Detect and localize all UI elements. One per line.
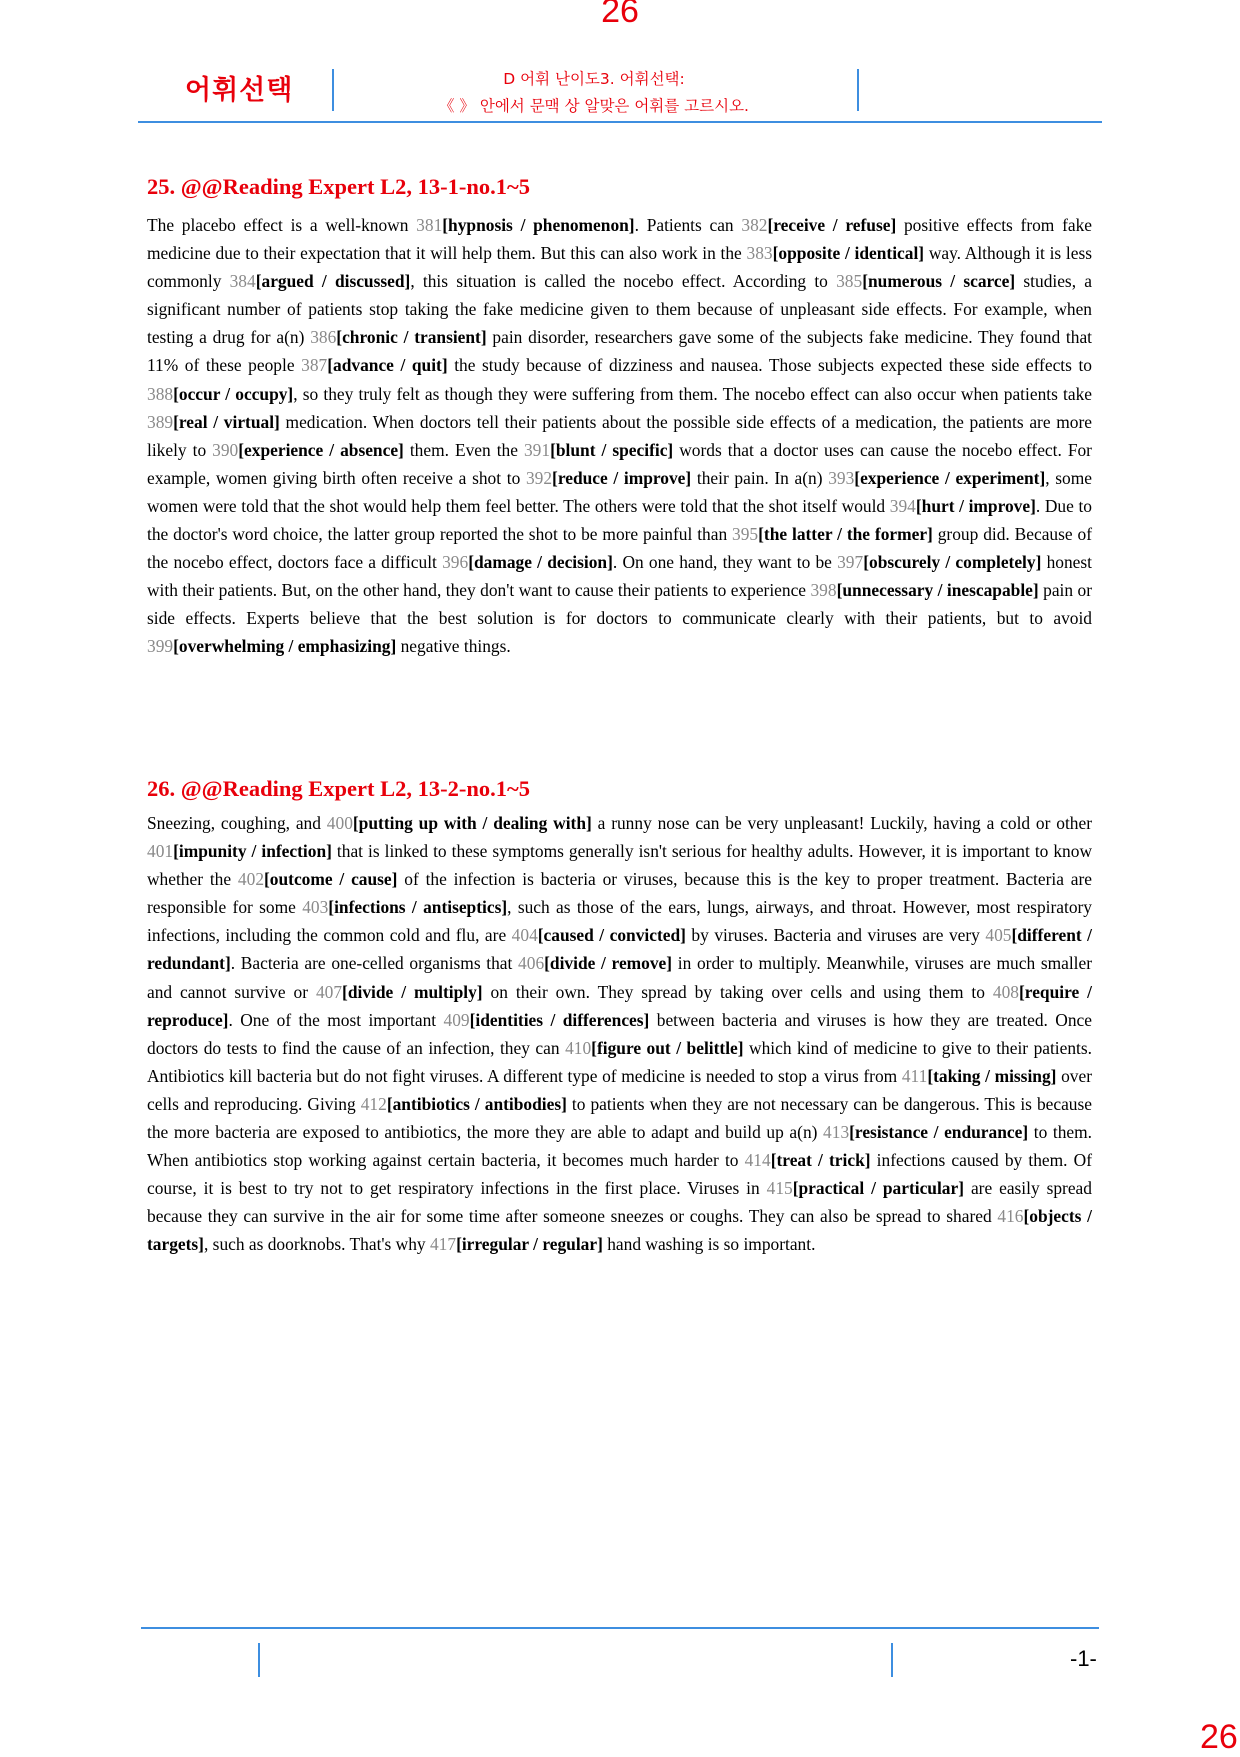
passage-text: honest with their patients. But, on the other hand, they don't want to cause their patients to experience — [147, 552, 1092, 601]
passage-text: words that a doctor uses can cause the nocebo effect. For example, women giving birth often receive a shot to — [147, 439, 1092, 488]
question-number: 393 — [828, 467, 855, 488]
instruction-line-2: 《 》 안에서 문맥 상 알맞은 어휘를 고르시오. — [439, 97, 749, 115]
word-options: [identities / differences] — [469, 1009, 650, 1030]
word-options: [advance / quit] — [327, 355, 448, 376]
header-divider-right — [857, 69, 859, 111]
word-options: [damage / decision] — [468, 552, 613, 573]
word-options: [hypnosis / phenomenon] — [442, 215, 635, 235]
word-options: [practical / particular] — [792, 1178, 965, 1199]
word-options: [occur / occupy] — [173, 383, 294, 404]
passage-text: that is linked to these symptoms generally isn't serious for healthy adults. However, it is important to know whether the — [147, 841, 1093, 890]
passage-text: pain disorder, researchers gave some of the subjects fake medicine. They found that 11% of these people — [147, 327, 1093, 376]
footer-page-number: -1- — [1070, 1646, 1097, 1671]
passage-text: a runny nose can be very unpleasant! Luckily, having a cold or other — [591, 813, 1092, 833]
question-number: 395 — [732, 524, 759, 545]
passage-text: pain or side effects. Experts believe that the best solution is for doctors to communicate clearly with their patients, but to avoid — [147, 580, 1092, 629]
passage-text: are easily spread because they can survive in the air for some time after someone sneezes or coughs. They can also be spread to shared — [147, 1178, 1092, 1227]
passage-text: by viruses. Bacteria and viruses are very — [685, 925, 986, 946]
passage-text: , so they truly felt as though they were suffering from them. The nocebo effect can also occur when patients take — [293, 383, 1092, 404]
passage-text: group did. Because of the nocebo effect, doctors face a difficult — [147, 524, 1092, 573]
question-number: 405 — [985, 925, 1012, 946]
word-options: [opposite / identical] — [772, 243, 925, 264]
question-number: 403 — [302, 897, 329, 918]
question-number: 402 — [237, 869, 265, 890]
question-number: 411 — [901, 1065, 928, 1086]
bottom-page-number: 26 — [1200, 1718, 1238, 1756]
word-options: [different / redundant] — [147, 925, 1092, 974]
passage-text: studies, a significant number of patients stop taking the fake medicine given to them because of unpleasant side effects. For example, when testing a drug for a(n) — [147, 271, 1092, 348]
instruction-line-1: D 어휘 난이도3. 어휘선택: — [503, 70, 685, 88]
question-number: 399 — [147, 636, 174, 657]
footer-divider-left — [258, 1643, 260, 1677]
question-number: 381 — [416, 215, 443, 235]
header-label: 어휘선택 — [185, 75, 294, 106]
question-number: 398 — [810, 580, 837, 601]
passage-26 — [147, 809, 1092, 1259]
word-options: [experience / experiment] — [854, 467, 1046, 488]
question-number: 386 — [310, 327, 337, 348]
passage-text: to them. When antibiotics stop working against certain bacteria, it becomes much harder to — [147, 1122, 1092, 1171]
passage-text: . On one hand, they want to be — [612, 552, 838, 573]
word-options: [divide / remove] — [544, 953, 673, 974]
question-number: 415 — [766, 1178, 793, 1199]
passage-text: Sneezing, coughing, and — [147, 813, 327, 833]
word-options: [real / virtual] — [173, 411, 280, 432]
word-options: [hurt / improve] — [915, 495, 1036, 516]
word-options: [overwhelming / emphasizing] — [173, 636, 397, 657]
word-options: [argued / discussed] — [255, 271, 411, 292]
question-number: 389 — [147, 411, 174, 432]
question-number: 397 — [837, 552, 864, 573]
question-number: 413 — [823, 1122, 850, 1143]
word-options: [receive / refuse] — [767, 215, 897, 235]
question-number: 400 — [326, 813, 353, 833]
word-options: [the latter / the former] — [758, 524, 933, 545]
header-rule — [138, 121, 1102, 123]
word-options: [resistance / endurance] — [849, 1122, 1029, 1143]
word-options: [numerous / scarce] — [862, 271, 1016, 292]
word-options: [impunity / infection] — [173, 841, 332, 862]
passage-text: which kind of medicine to give to their patients. Antibiotics kill bacteria but do not fight viruses. A different type of medicine is needed to stop a virus from — [147, 1037, 1093, 1086]
passage-text: . Bacteria are one-celled organisms that — [230, 953, 519, 974]
passage-text: in order to multiply. Meanwhile, viruses are much smaller and cannot survive or — [147, 953, 1093, 1002]
word-options: [putting up with / dealing with] — [352, 813, 592, 833]
question-number: 384 — [229, 271, 256, 292]
question-number: 404 — [511, 925, 538, 946]
question-number: 391 — [523, 439, 551, 460]
passage-text: them. Even the — [403, 439, 524, 460]
passage-text: medication. When doctors tell their patients about the possible side effects of a medication, the patients are more likely to — [147, 411, 1092, 460]
top-page-number: 26 — [601, 0, 639, 30]
section-title-26: 26. @@Reading Expert L2, 13-2-no.1~5 — [147, 776, 530, 801]
word-options: [require / reproduce] — [147, 981, 1092, 1030]
question-number: 416 — [997, 1206, 1024, 1227]
passage-text: , some women were told that the shot would help them feel better. The others were told that the shot itself would — [147, 467, 1092, 516]
passage-text: over cells and reproducing. Giving — [147, 1065, 1093, 1114]
question-number: 407 — [315, 981, 343, 1002]
question-number: 406 — [518, 953, 545, 974]
question-number: 382 — [741, 215, 768, 235]
passage-text: hand washing is so important. — [602, 1234, 816, 1255]
question-number: 410 — [565, 1037, 592, 1058]
passage-text: , this situation is called the nocebo effect. According to — [410, 271, 837, 292]
question-number: 401 — [147, 841, 174, 862]
passage-text: , such as doorknobs. That's why — [203, 1234, 430, 1255]
passage-text: , such as those of the ears, lungs, airways, and throat. However, most respiratory infections, including the common cold and flu, are — [147, 897, 1092, 946]
word-options: [objects / targets] — [147, 1206, 1092, 1255]
passage-text: negative things. — [396, 636, 511, 657]
footer-divider-right — [891, 1643, 893, 1677]
question-number: 388 — [147, 383, 174, 404]
question-number: 412 — [360, 1093, 387, 1114]
word-options: [chronic / transient] — [336, 327, 487, 348]
question-number: 408 — [992, 981, 1019, 1002]
word-options: [figure out / belittle] — [591, 1037, 744, 1058]
question-number: 385 — [836, 271, 863, 292]
question-number: 390 — [212, 439, 239, 460]
passage-text: to patients when they are not necessary can be dangerous. This is because the more bacteria are exposed to antibiotics, the more they are able to adapt and build up a(n) — [147, 1093, 1092, 1143]
word-options: [outcome / cause] — [264, 869, 398, 890]
word-options: [antibiotics / antibodies] — [386, 1093, 567, 1114]
word-options: [infections / antiseptics] — [328, 897, 508, 918]
passage-text: of the infection is bacteria or viruses, because this is the key to proper treatment. Bacteria are responsible for some — [147, 869, 1092, 918]
passage-text: on their own. They spread by taking over cells and using them to — [482, 981, 993, 1002]
word-options: [obscurely / completely] — [863, 552, 1042, 573]
header-instruction — [334, 66, 854, 120]
footer-rule — [141, 1627, 1099, 1629]
passage-text: The placebo effect is a well-known — [147, 215, 417, 235]
question-number: 417 — [429, 1234, 457, 1255]
word-options: [caused / convicted] — [537, 925, 686, 946]
question-number: 387 — [301, 355, 328, 376]
word-options: [unnecessary / inescapable] — [836, 580, 1039, 601]
question-number: 414 — [744, 1150, 771, 1171]
word-options: [blunt / specific] — [550, 439, 674, 460]
passage-text: positive effects from fake medicine due to their expectation that it will help them. But this can also work in the — [147, 215, 1092, 264]
word-options: [reduce / improve] — [552, 467, 692, 488]
word-options: [irregular / regular] — [456, 1234, 603, 1255]
passage-25 — [147, 211, 1092, 661]
word-options: [experience / absence] — [238, 439, 404, 460]
question-number: 396 — [442, 552, 469, 573]
question-number: 383 — [746, 243, 773, 264]
question-number: 394 — [889, 495, 916, 516]
passage-text: . Due to the doctor's word choice, the latter group reported the shot to be more painful than — [147, 495, 1092, 545]
passage-text: infections caused by them. Of course, it is best to try not to get respiratory infections in the first place. Viruses in — [147, 1150, 1092, 1199]
question-number: 409 — [443, 1009, 470, 1030]
word-options: [treat / trick] — [770, 1150, 871, 1171]
passage-text: the study because of dizziness and nausea. Those subjects expected these side effects to — [447, 355, 1092, 376]
word-options: [divide / multiply] — [342, 981, 483, 1002]
word-options: [taking / missing] — [927, 1065, 1057, 1086]
section-title-25: 25. @@Reading Expert L2, 13-1-no.1~5 — [147, 174, 530, 199]
passage-text: their pain. In a(n) — [691, 467, 829, 488]
passage-text: way. Although it is less commonly — [147, 243, 1093, 292]
passage-text: between bacteria and viruses is how they are treated. Once doctors do tests to find the cause of an infection, they can — [147, 1009, 1092, 1058]
passage-text: . Patients can — [634, 215, 742, 235]
question-number: 392 — [525, 467, 553, 488]
passage-text: . One of the most important — [228, 1009, 444, 1030]
